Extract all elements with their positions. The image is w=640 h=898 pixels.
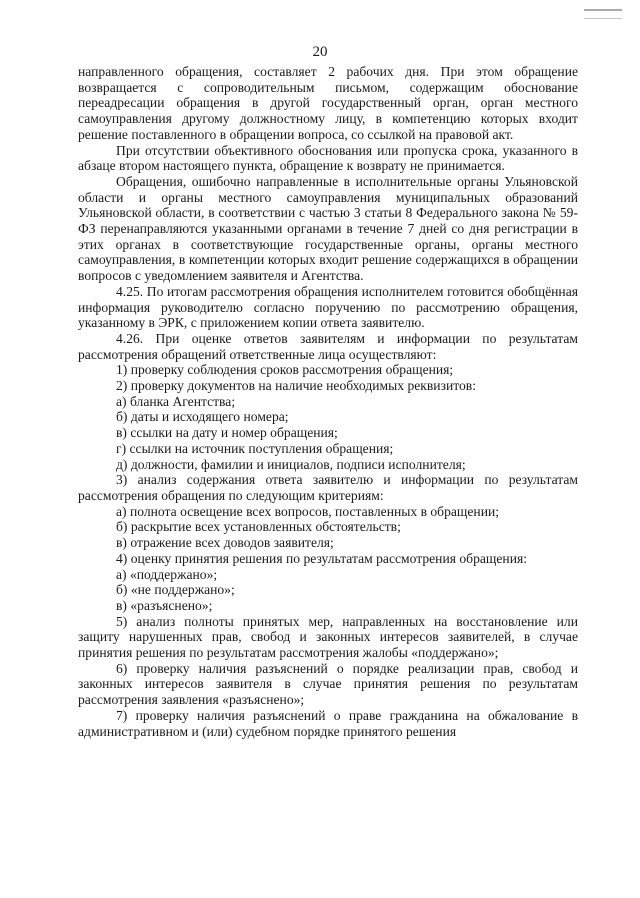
list-item: а) бланка Агентства; bbox=[116, 393, 236, 409]
list-item: в) отражение всех доводов заявителя; bbox=[116, 535, 334, 551]
list-item: б) даты и исходящего номера; bbox=[116, 409, 289, 425]
list-item: в) ссылки на дату и номер обращения; bbox=[116, 425, 338, 441]
page-number: 20 bbox=[312, 44, 328, 60]
list-item: б) «не поддержано»; bbox=[116, 582, 235, 598]
scan-corner-mark bbox=[584, 9, 622, 19]
list-item: 7) проверку наличия разъяснений о праве гражданина на обжалование в административном и (или) судебном порядке принятого решения bbox=[78, 707, 578, 739]
list-item: 4) оценку принятия решения по результатам рассмотрения обращения: bbox=[116, 550, 528, 566]
list-item: 1) проверку соблюдения сроков рассмотрения обращения; bbox=[116, 362, 454, 378]
paragraph: направленного обращения, составляет 2 рабочих дня. При этом обращение возвращается с сопроводительным письмом, содержащим обоснование переадресации обращения в другой государственный орган, орган местного самоуправления другому должностному лицу, в компетенцию которых входит решение поставленного в обращении вопроса, со ссылкой на правовой акт. bbox=[78, 64, 578, 142]
document-body bbox=[78, 64, 578, 739]
list-item: г) ссылки на источник поступления обращения; bbox=[116, 440, 394, 456]
paragraph: 4.26. При оценке ответов заявителям и информации по результатам рассмотрения обращений ответственные лица осуществляют: bbox=[78, 330, 578, 362]
paragraph: 4.25. По итогам рассмотрения обращения исполнителем готовится обобщённая информация руководителю согласно поручению по рассмотрению обращения, указанному в ЭРК, с приложением копии ответа заявителю. bbox=[78, 283, 578, 331]
list-item: в) «разъяснено»; bbox=[116, 597, 213, 613]
list-item: 2) проверку документов на наличие необходимых реквизитов: bbox=[116, 378, 476, 394]
paragraph: Обращения, ошибочно направленные в исполнительные органы Ульяновской области и органы местного самоуправления муниципальных образований Ульяновской области, в соответствии с частью 3 статьи 8 Федерального закона № 59-ФЗ перенаправляются указанными органами в течение 7 дней со дня регистрации в этих органах в соответствующие государственные органы, органы местного самоуправления, в компетенции которых входит решение содержащихся в обращении вопросов с уведомлением заявителя и Агентства. bbox=[78, 173, 578, 284]
list-item: б) раскрытие всех установленных обстоятельств; bbox=[116, 519, 401, 535]
paragraph: При отсутствии объективного обоснования или пропуска срока, указанного в абзаце втором настоящего пункта, обращение к возврату не принимается. bbox=[78, 142, 578, 174]
list-item: 6) проверку наличия разъяснений о порядке реализации прав, свобод и законных интересов заявителя в случае принятия решения по результатам рассмотрения заявления «разъяснено»; bbox=[78, 660, 578, 708]
list-item: 3) анализ содержания ответа заявителю и информации по результатам рассмотрения обращения по следующим критериям: bbox=[78, 472, 578, 503]
list-item: 5) анализ полноты принятых мер, направленных на восстановление или защиту нарушенных прав, свобод и законных интересов заявителей, в случае принятия решения по результатам рассмотрения жалобы «поддержано»; bbox=[78, 613, 578, 661]
list-item: а) «поддержано»; bbox=[116, 566, 218, 582]
list-item: д) должности, фамилии и инициалов, подписи исполнителя; bbox=[116, 456, 466, 472]
list-item: а) полнота освещение всех вопросов, поставленных в обращении; bbox=[116, 503, 500, 519]
